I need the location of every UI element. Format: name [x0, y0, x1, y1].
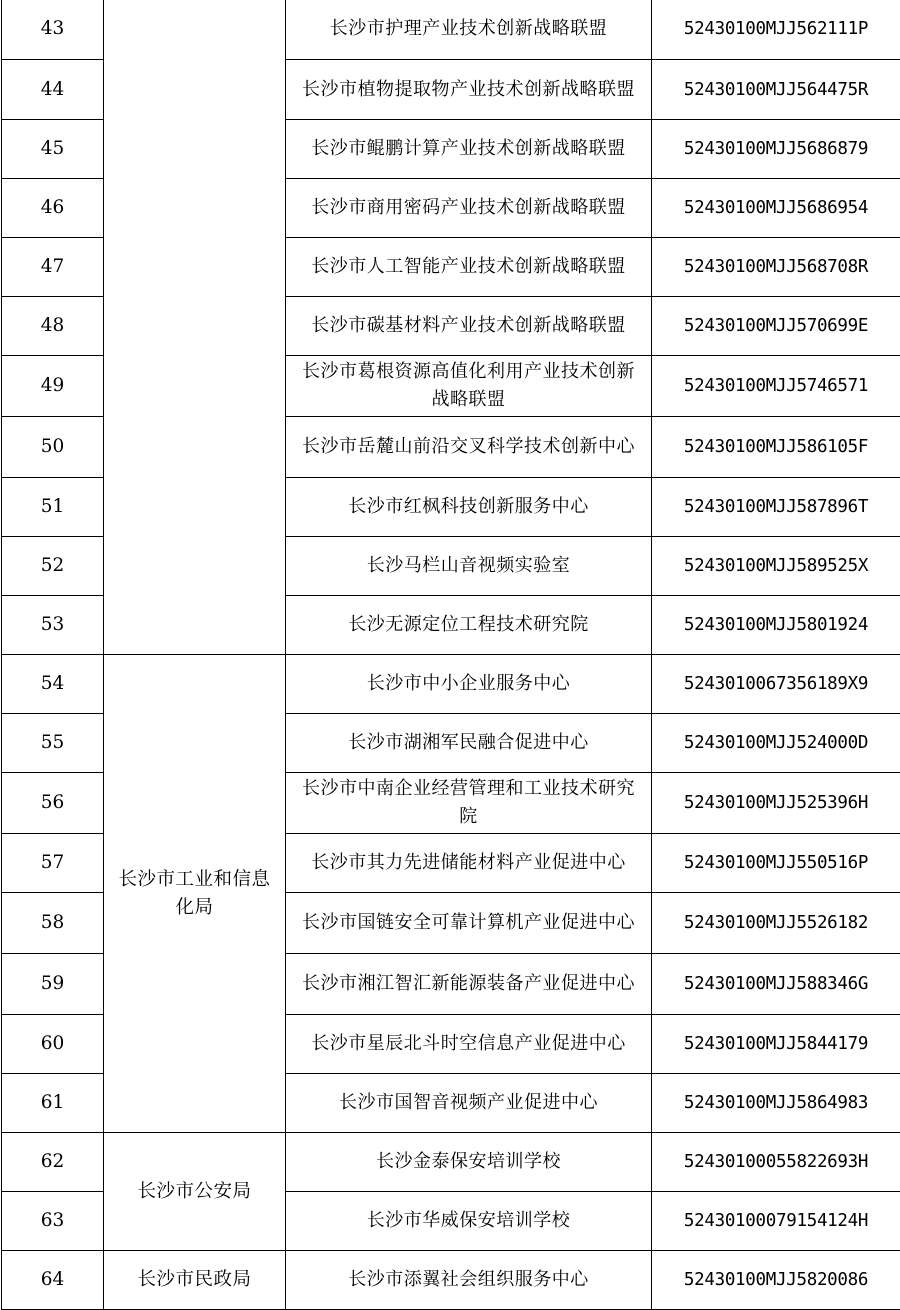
organization-name: 长沙市护理产业技术创新战略联盟 [286, 0, 652, 60]
row-number: 50 [2, 417, 104, 478]
row-number: 45 [2, 120, 104, 179]
row-number: 62 [2, 1133, 104, 1192]
row-number: 64 [2, 1251, 104, 1310]
credit-code: 52430100MJJ570699E [652, 297, 900, 356]
credit-code: 52430100MJJ524000D [652, 714, 900, 773]
organization-name: 长沙市碳基材料产业技术创新战略联盟 [286, 297, 652, 356]
organization-name: 长沙市人工智能产业技术创新战略联盟 [286, 238, 652, 297]
row-number: 49 [2, 356, 104, 417]
department-name: 长沙市民政局 [104, 1251, 286, 1310]
row-number: 48 [2, 297, 104, 356]
credit-code: 52430100MJJ5820086 [652, 1251, 900, 1310]
table-row [2, 0, 900, 60]
credit-code: 52430100MJJ587896T [652, 478, 900, 537]
row-number: 61 [2, 1074, 104, 1133]
organization-name: 长沙市国智音视频产业促进中心 [286, 1074, 652, 1133]
organization-name: 长沙金泰保安培训学校 [286, 1133, 652, 1192]
organization-name: 长沙市中小企业服务中心 [286, 655, 652, 714]
credit-code: 52430100MJJ5801924 [652, 596, 900, 655]
row-number: 59 [2, 954, 104, 1015]
credit-code: 52430100MJJ5844179 [652, 1015, 900, 1074]
organization-name: 长沙市湖湘军民融合促进中心 [286, 714, 652, 773]
organization-name: 长沙市鲲鹏计算产业技术创新战略联盟 [286, 120, 652, 179]
organization-name: 长沙市华威保安培训学校 [286, 1192, 652, 1251]
row-number: 44 [2, 60, 104, 120]
credit-code: 52430100055822693H [652, 1133, 900, 1192]
credit-code: 52430100MJJ5686879 [652, 120, 900, 179]
organization-name: 长沙市其力先进储能材料产业促进中心 [286, 834, 652, 893]
department-name: 长沙市工业和信息化局 [104, 655, 286, 1133]
organization-name: 长沙无源定位工程技术研究院 [286, 596, 652, 655]
organization-name: 长沙市添翼社会组织服务中心 [286, 1251, 652, 1310]
row-number: 52 [2, 537, 104, 596]
department-name: 长沙市公安局 [104, 1133, 286, 1251]
table-row [2, 1133, 900, 1192]
row-number: 51 [2, 478, 104, 537]
organization-name: 长沙市中南企业经营管理和工业技术研究院 [286, 773, 652, 834]
credit-code: 52430100MJJ562111P [652, 0, 900, 60]
organization-name: 长沙市岳麓山前沿交叉科学技术创新中心 [286, 417, 652, 478]
row-number: 53 [2, 596, 104, 655]
credit-code: 52430100MJJ5864983 [652, 1074, 900, 1133]
credit-code: 52430100MJJ525396H [652, 773, 900, 834]
credit-code: 52430100MJJ5746571 [652, 356, 900, 417]
department-cell-empty [104, 0, 286, 655]
credit-code: 52430100MJJ588346G [652, 954, 900, 1015]
credit-code: 52430100MJJ5526182 [652, 893, 900, 954]
row-number: 63 [2, 1192, 104, 1251]
row-number: 46 [2, 179, 104, 238]
credit-code: 52430100MJJ589525X [652, 537, 900, 596]
organization-name: 长沙市葛根资源高值化利用产业技术创新战略联盟 [286, 356, 652, 417]
row-number: 43 [2, 0, 104, 60]
organization-name: 长沙市红枫科技创新服务中心 [286, 478, 652, 537]
row-number: 47 [2, 238, 104, 297]
row-number: 55 [2, 714, 104, 773]
credit-code: 52430100MJJ550516P [652, 834, 900, 893]
credit-code: 52430100079154124H [652, 1192, 900, 1251]
credit-code: 5243010067356189X9 [652, 655, 900, 714]
credit-code: 52430100MJJ564475R [652, 60, 900, 120]
table-row [2, 655, 900, 714]
organization-name: 长沙市商用密码产业技术创新战略联盟 [286, 179, 652, 238]
organization-name: 长沙马栏山音视频实验室 [286, 537, 652, 596]
row-number: 60 [2, 1015, 104, 1074]
organization-name: 长沙市星辰北斗时空信息产业促进中心 [286, 1015, 652, 1074]
row-number: 57 [2, 834, 104, 893]
row-number: 58 [2, 893, 104, 954]
organization-name: 长沙市湘江智汇新能源装备产业促进中心 [286, 954, 652, 1015]
organization-name: 长沙市植物提取物产业技术创新战略联盟 [286, 60, 652, 120]
credit-code: 52430100MJJ568708R [652, 238, 900, 297]
organization-name: 长沙市国链安全可靠计算机产业促进中心 [286, 893, 652, 954]
credit-code: 52430100MJJ586105F [652, 417, 900, 478]
credit-code: 52430100MJJ5686954 [652, 179, 900, 238]
row-number: 54 [2, 655, 104, 714]
organization-table [1, 0, 900, 1310]
row-number: 56 [2, 773, 104, 834]
table-row [2, 1251, 900, 1310]
